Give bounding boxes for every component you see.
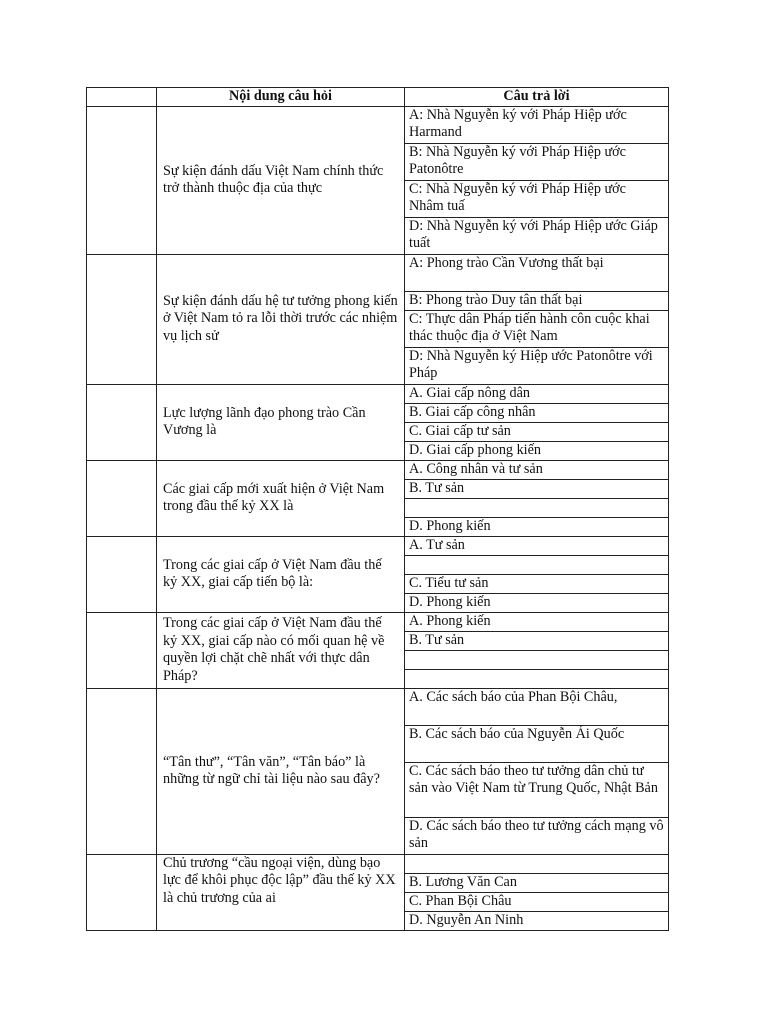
answer-option [405, 498, 669, 517]
question-number-cell [87, 854, 157, 930]
answer-option: B. Tư sản [405, 631, 669, 650]
answer-option: D. Các sách báo theo tư tưởng cách mạng vô sản [405, 817, 669, 854]
question-text: Sự kiện đánh dấu hệ tư tưởng phong kiến ở Việt Nam tỏ ra lỗi thời trước các nhiệm vụ lịch sử [157, 254, 405, 384]
answer-option [405, 555, 669, 574]
question-text: “Tân thư”, “Tân văn”, “Tân báo” là những từ ngữ chỉ tài liệu nào sau đây? [157, 688, 405, 854]
question-row [87, 460, 669, 479]
question-text: Trong các giai cấp ở Việt Nam đầu thế kỷ XX, giai cấp nào có mối quan hệ về quyền lợi chặt chẽ nhất với thực dân Pháp? [157, 612, 405, 688]
question-number-cell [87, 384, 157, 460]
question-number-cell [87, 254, 157, 384]
answer-option: B. Giai cấp công nhân [405, 403, 669, 422]
answer-option: B: Nhà Nguyễn ký với Pháp Hiệp ước Patonôtre [405, 143, 669, 180]
answer-option: D. Giai cấp phong kiến [405, 441, 669, 460]
answer-option: C. Các sách báo theo tư tưởng dân chủ tư sản vào Việt Nam từ Trung Quốc, Nhật Bản [405, 762, 669, 817]
answer-option: B: Phong trào Duy tân thất bại [405, 291, 669, 310]
header-answer: Câu trả lời [405, 88, 669, 107]
answer-option: A. Phong kiến [405, 612, 669, 631]
answer-option: B. Tư sản [405, 479, 669, 498]
question-text: Các giai cấp mới xuất hiện ở Việt Nam trong đầu thế kỷ XX là [157, 460, 405, 536]
question-row [87, 688, 669, 725]
answer-option [405, 650, 669, 669]
question-number-cell [87, 612, 157, 688]
answer-option: D. Nguyễn An Ninh [405, 911, 669, 930]
header-number [87, 88, 157, 107]
answer-option: D: Nhà Nguyễn ký Hiệp ước Patonôtre với Pháp [405, 347, 669, 384]
question-number-cell [87, 536, 157, 612]
question-number-cell [87, 688, 157, 854]
question-text: Trong các giai cấp ở Việt Nam đầu thế kỷ XX, giai cấp tiến bộ là: [157, 536, 405, 612]
question-row [87, 254, 669, 291]
answer-option: C: Nhà Nguyễn ký với Pháp Hiệp ước Nhâm tuấ [405, 180, 669, 217]
answer-option: C. Giai cấp tư sản [405, 422, 669, 441]
quiz-table [86, 87, 669, 931]
answer-option: A. Giai cấp nông dân [405, 384, 669, 403]
answer-option: A. Công nhân và tư sản [405, 460, 669, 479]
header-row [87, 88, 669, 107]
question-text: Chủ trương “cầu ngoại viện, dùng bạo lực để khôi phục độc lập” đầu thế kỷ XX là chủ trương của ai [157, 854, 405, 930]
answer-option: A. Tư sản [405, 536, 669, 555]
question-row [87, 384, 669, 403]
answer-option: D. Phong kiến [405, 517, 669, 536]
answer-option [405, 854, 669, 873]
header-question: Nội dung câu hỏi [157, 88, 405, 107]
answer-option: A. Các sách báo của Phan Bội Châu, [405, 688, 669, 725]
answer-option: B. Lương Văn Can [405, 873, 669, 892]
answer-option: C: Thực dân Pháp tiến hành côn cuộc khai thác thuộc địa ở Việt Nam [405, 310, 669, 347]
question-row [87, 106, 669, 143]
question-row [87, 536, 669, 555]
question-row [87, 612, 669, 631]
answer-option: D: Nhà Nguyễn ký với Pháp Hiệp ước Giáp tuất [405, 217, 669, 254]
answer-option: D. Phong kiến [405, 593, 669, 612]
question-row [87, 854, 669, 873]
answer-option [405, 669, 669, 688]
question-text: Sự kiện đánh dấu Việt Nam chính thức trở thành thuộc địa của thực [157, 106, 405, 254]
question-text: Lực lượng lãnh đạo phong trào Cần Vương là [157, 384, 405, 460]
answer-option: A: Nhà Nguyễn ký với Pháp Hiệp ước Harmand [405, 106, 669, 143]
question-number-cell [87, 460, 157, 536]
answer-option: C. Tiểu tư sản [405, 574, 669, 593]
answer-option: C. Phan Bội Châu [405, 892, 669, 911]
answer-option: A: Phong trào Cần Vương thất bại [405, 254, 669, 291]
question-number-cell [87, 106, 157, 254]
answer-option: B. Các sách báo của Nguyễn Ái Quốc [405, 725, 669, 762]
